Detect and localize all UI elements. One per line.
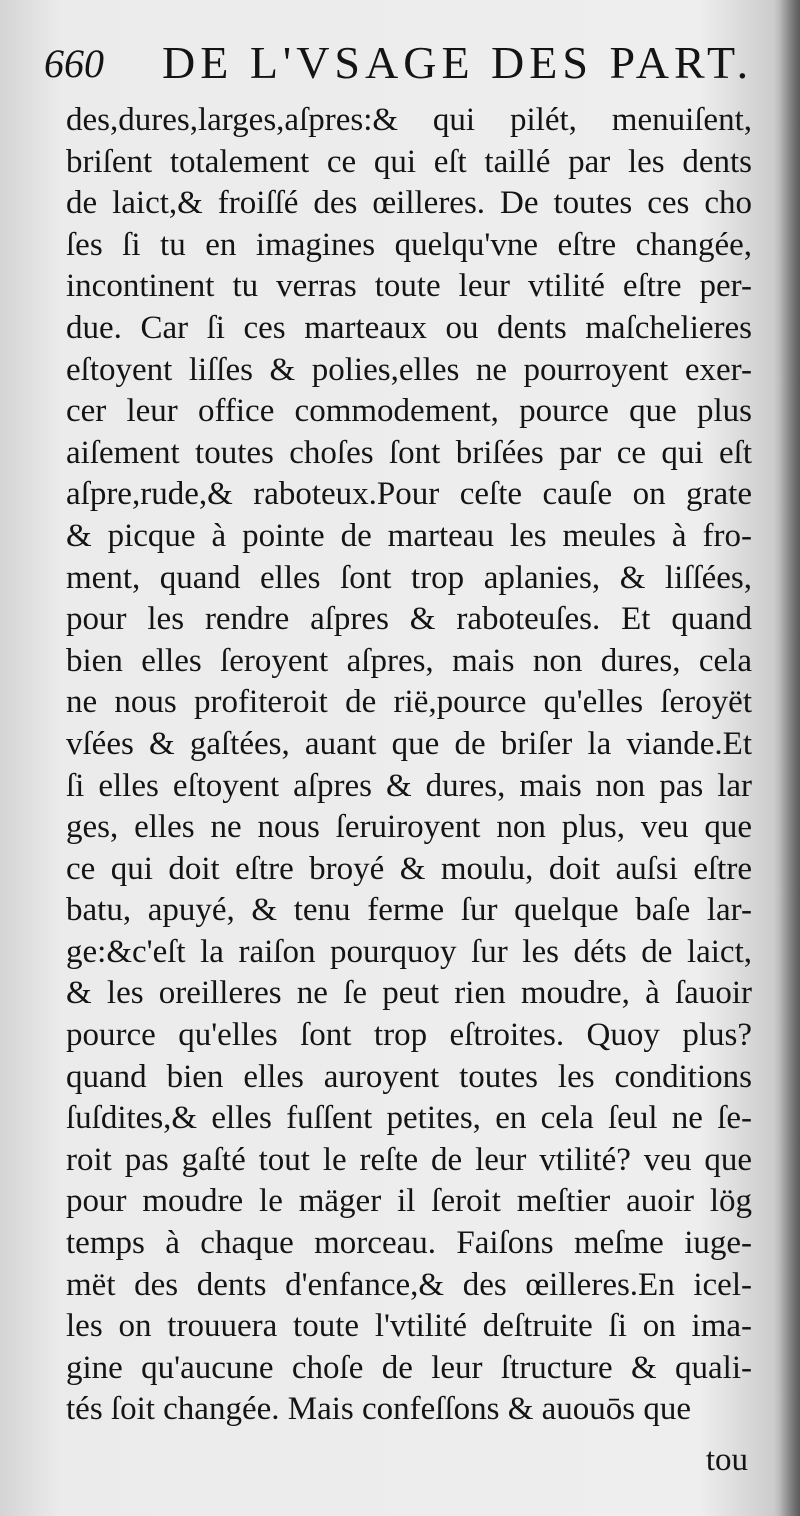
text-line: due. Car ſi ces marteaux ou dents maſchelieres [66, 309, 752, 346]
text-line: aiſement toutes choſes ſont briſées par ce qui eſt [66, 434, 752, 471]
text-line: gine qu'aucune choſe de leur ſtructure & quali- [66, 1349, 752, 1386]
text-line: ſi elles eſtoyent aſpres & dures, mais non pas lar [66, 767, 752, 804]
running-title: DE L'VSAGE DES PART. [162, 37, 754, 88]
page-edge-shadow [774, 0, 800, 1516]
text-line: ment, quand elles ſont trop aplanies, & liſſées, [66, 559, 752, 596]
text-line: temps à chaque morceau. Faiſons meſme iuge- [66, 1225, 752, 1262]
text-line: quand bien elles auroyent toutes les conditions [66, 1058, 752, 1095]
text-line: pour moudre le mäger il ſeroit meſtier auoir lög [66, 1183, 752, 1220]
text-line: ſuſdites,& elles fuſſent petites, en cela ſeul ne ſe- [66, 1100, 752, 1137]
text-line: ne nous profiteroit de rië,pource qu'elles ſeroyët [66, 684, 752, 721]
catchword: tou [705, 1442, 748, 1478]
text-line: ges, elles ne nous ſeruiroyent non plus, veu que [66, 809, 752, 846]
page-header [44, 36, 764, 94]
text-line: de laict,& froiſſé des œilleres. De toutes ces cho [66, 185, 752, 222]
text-line: vſées & gaſtées, auant que de briſer la viande.Et [66, 725, 752, 762]
text-line: aſpre,rude,& raboteux.Pour ceſte cauſe on grate [66, 476, 752, 513]
text-line: les on trouuera toute l'vtilité deſtruite ſi on ima- [66, 1308, 752, 1345]
text-line: bien elles ſeroyent aſpres, mais non dures, cela [66, 642, 752, 679]
text-line: ce qui doit eſtre broyé & moulu, doit auſsi eſtre [66, 850, 752, 887]
text-line: cer leur office commodement, pource que plus [66, 393, 752, 430]
text-line: ſes ſi tu en imagines quelqu'vne eſtre changée, [66, 226, 752, 263]
page-number: 660 [44, 41, 104, 86]
text-line: mët des dents d'enfance,& des œilleres.En icel- [66, 1266, 752, 1303]
text-line: incontinent tu verras toute leur vtilité eſtre per- [66, 268, 752, 305]
text-line: pource qu'elles ſont trop eſtroites. Quoy plus? [66, 1017, 752, 1054]
text-line: pour les rendre aſpres & raboteuſes. Et quand [66, 601, 752, 638]
text-line: des,dures,larges,aſpres:& qui pilét, menuiſent, [66, 102, 752, 138]
text-line: tés ſoit changée. Mais confeſſons & auouōs que [66, 1391, 692, 1428]
text-line: roit pas gaſté tout le reſte de leur vtilité? veu que [66, 1141, 752, 1178]
text-line: briſent totalement ce qui eſt taillé par les dents [66, 143, 752, 180]
text-line: batu, apuyé, & tenu ferme ſur quelque baſe lar- [66, 892, 752, 929]
text-line: ge:&c'eſt la raiſon pourquoy ſur les déts de laict, [66, 933, 752, 970]
body-text [66, 100, 752, 1431]
text-line: eſtoyent liſſes & polies,elles ne pourroyent exer- [66, 351, 752, 388]
text-line: & picque à pointe de marteau les meules à fro- [66, 517, 752, 554]
text-line: & les oreilleres ne ſe peut rien moudre, à ſauoir [66, 975, 752, 1012]
